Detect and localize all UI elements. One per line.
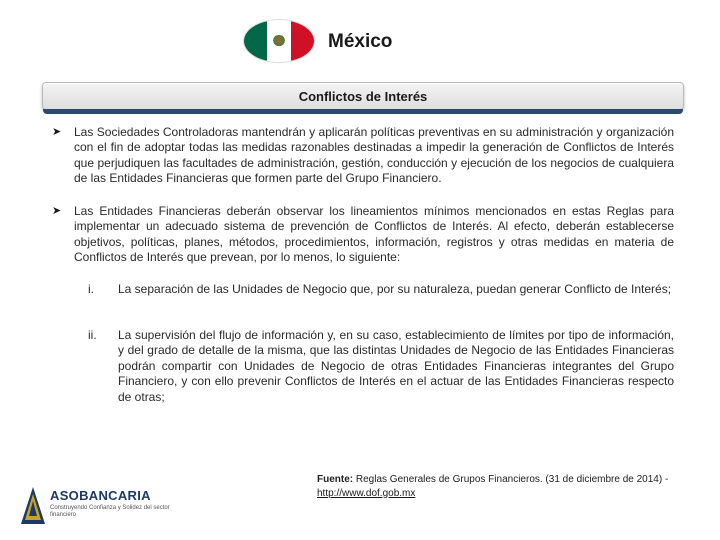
list-item-text: La separación de las Unidades de Negocio que, por su naturaleza, puedan generar Conflicto de Interés; [118, 282, 672, 296]
bullet-text: Las Entidades Financieras deberán observar los lineamientos mínimos mencionados en estas Reglas para implementar un adecuado sistema de prevención de Conflictos de Interés. Al efecto, deberán establecerse objetivos, políticas, planes, métodos, procedimientos, información, registros y otras medidas en materia de Conflictos de Interés que prevean, por lo menos, lo siguiente: [74, 204, 674, 265]
bullet-text: Las Sociedades Controladoras mantendrán y aplicarán políticas preventivas en su administración y organización con el fin de adoptar todas las medidas razonables destinadas a impedir la generación de Conflictos de Interés que perjudiquen las facultades de administración, gestión, conducción y ejecución de los negocios de cualquiera de las Entidades Financieras que formen parte del Grupo Financiero. [74, 125, 674, 186]
mexico-flag-icon [244, 20, 314, 62]
arrow-bullet-icon: ➤ [52, 126, 62, 138]
logo-name: ASOBANCARIA [50, 488, 151, 503]
list-item-number: i. [88, 282, 94, 296]
section-title: Conflictos de Interés [298, 89, 428, 104]
logo-tagline: Construyendo Confianza y Solidez del sector financiero [50, 505, 170, 518]
list-item-number: ii. [88, 328, 97, 342]
list-item [88, 328, 674, 406]
section-title-bar [42, 82, 684, 110]
source-text: Reglas Generales de Grupos Financieros. (31 de diciembre de 2014) - [355, 474, 669, 485]
source-link[interactable]: http://www.dof.gob.mx [317, 487, 416, 499]
list-item-text: La supervisión del flujo de información y, en su caso, establecimiento de límites por tipo de información, y del grado de detalle de la misma, que las distintas Unidades de Negocio de las Entidades Financieras podrán compartir con Unidades de Negocio de otras Entidades Financieras integrantes del Grupo Financiero, y con ello prevenir Conflictos de Interés en el actuar de las Entidades Financieras respecto de otras; [118, 328, 674, 404]
asobancaria-logo [20, 486, 170, 530]
asobancaria-pyramid-icon [20, 486, 46, 526]
bullet-item [52, 125, 674, 187]
source-note [317, 473, 677, 500]
bullet-item [52, 204, 674, 266]
country-title: México [328, 31, 393, 52]
arrow-bullet-icon: ➤ [52, 205, 62, 217]
source-label: Fuente: [317, 474, 354, 485]
list-item [88, 282, 674, 314]
